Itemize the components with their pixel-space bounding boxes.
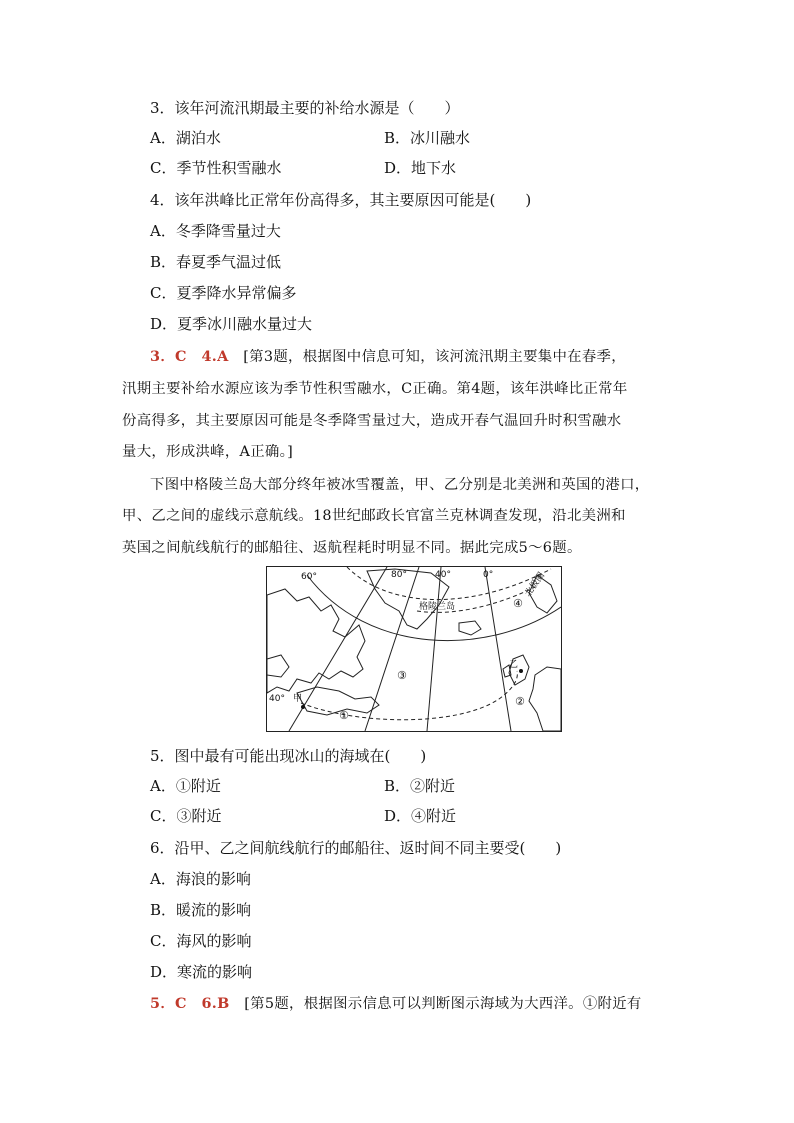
newfoundland-coast xyxy=(297,687,379,715)
q4-option-a: A．冬季降雪量过大 xyxy=(150,222,281,240)
map-figure xyxy=(267,567,561,731)
answer-key-4: 4.A xyxy=(201,348,229,365)
label-area-2: ② xyxy=(515,695,525,708)
q3-option-b: B．冰川融水 xyxy=(384,129,471,147)
label-lon-60: 60° xyxy=(301,572,317,582)
q5-option-d: D．④附近 xyxy=(384,807,457,825)
q4-option-b: B．春夏季气温过低 xyxy=(150,253,282,271)
q6-option-b: B．暖流的影响 xyxy=(150,901,252,919)
meridian-0 xyxy=(485,567,511,731)
q5-option-b: B．②附近 xyxy=(384,777,456,795)
answer-3-4-line1 xyxy=(150,347,626,367)
q6-option-c: C．海风的影响 xyxy=(150,932,252,950)
answer-key-5: 5．C xyxy=(150,995,187,1012)
answer-3-4-line3: 份高得多，其主要原因可能是冬季降雪量过大，造成开春气温回升时积雪融水 xyxy=(122,413,622,429)
label-lon-80: 80° xyxy=(391,570,407,580)
intro-line1: 下图中格陵兰岛大部分终年被冰雪覆盖，甲、乙分别是北美洲和英国的港口， xyxy=(150,477,650,493)
q5-stem: 5．图中最有可能出现冰山的海域在( ) xyxy=(150,747,427,765)
q3-stem: 3．该年河流汛期最主要的补给水源是（ ） xyxy=(150,99,460,117)
intro-line3: 英国之间航线航行的邮船往、返航程耗时明显不同。据此完成5～6题。 xyxy=(122,540,582,556)
answer-5-6-line1 xyxy=(150,994,642,1014)
label-area-1: ① xyxy=(339,709,349,722)
answer-3-4-line4: 量大，形成洪峰，A正确。] xyxy=(122,444,294,460)
label-port-yi: 乙 xyxy=(509,660,519,670)
q4-stem: 4．该年洪峰比正常年份高得多，其主要原因可能是( ) xyxy=(150,191,532,209)
intro-line2: 甲、乙之间的虚线示意航线。18世纪邮政长官富兰克林调查发现，沿北美洲和 xyxy=(122,508,626,524)
q4-option-d: D．夏季冰川融水量过大 xyxy=(150,315,313,333)
explanation-text-5-6: [第5题，根据图示信息可以判断图示海域为大西洋。①附近有 xyxy=(244,996,642,1012)
q5-option-a: A．①附近 xyxy=(150,777,221,795)
port-jia-marker xyxy=(301,705,305,709)
north-atlantic-map xyxy=(266,566,562,732)
label-lon-40: 40° xyxy=(435,570,451,580)
q6-stem: 6．沿甲、乙之间航线航行的邮船往、返时间不同主要受( ) xyxy=(150,839,562,857)
north-america-coast xyxy=(267,589,365,693)
meridian-40 xyxy=(427,567,441,731)
meridian-80-extension xyxy=(365,567,419,731)
route-line-south xyxy=(301,671,517,720)
label-area-4: ④ xyxy=(513,597,523,610)
q5-option-c: C．③附近 xyxy=(150,807,222,825)
label-lat-40: 40° xyxy=(269,694,285,704)
q3-option-d: D．地下水 xyxy=(384,159,457,177)
explanation-text: [第3题，根据图中信息可知，该河流汛期主要集中在春季， xyxy=(243,349,626,365)
label-area-3: ③ xyxy=(397,669,407,682)
label-arctic-circle: 北极圈 xyxy=(523,570,547,599)
label-port-jia: 甲 xyxy=(293,694,303,704)
answer-key-6: 6.B xyxy=(201,995,230,1012)
q6-option-d: D．寒流的影响 xyxy=(150,963,253,981)
q3-option-a: A．湖泊水 xyxy=(150,129,221,147)
label-greenland: 格陵兰岛 xyxy=(419,602,456,612)
iceland-coast xyxy=(459,621,481,635)
hudson-bay-coast xyxy=(267,655,289,677)
europe-coast xyxy=(529,667,561,731)
label-lon-0: 0° xyxy=(483,570,494,580)
answer-key-3: 3．C xyxy=(150,348,187,365)
port-yi-marker xyxy=(519,669,523,673)
answer-3-4-line2: 汛期主要补给水源应该为季节性积雪融水，C正确。第4题，该年洪峰比正常年 xyxy=(122,381,628,397)
q6-option-a: A．海浪的影响 xyxy=(150,870,251,888)
q4-option-c: C．夏季降水异常偏多 xyxy=(150,284,297,302)
q3-option-c: C．季节性积雪融水 xyxy=(150,159,282,177)
